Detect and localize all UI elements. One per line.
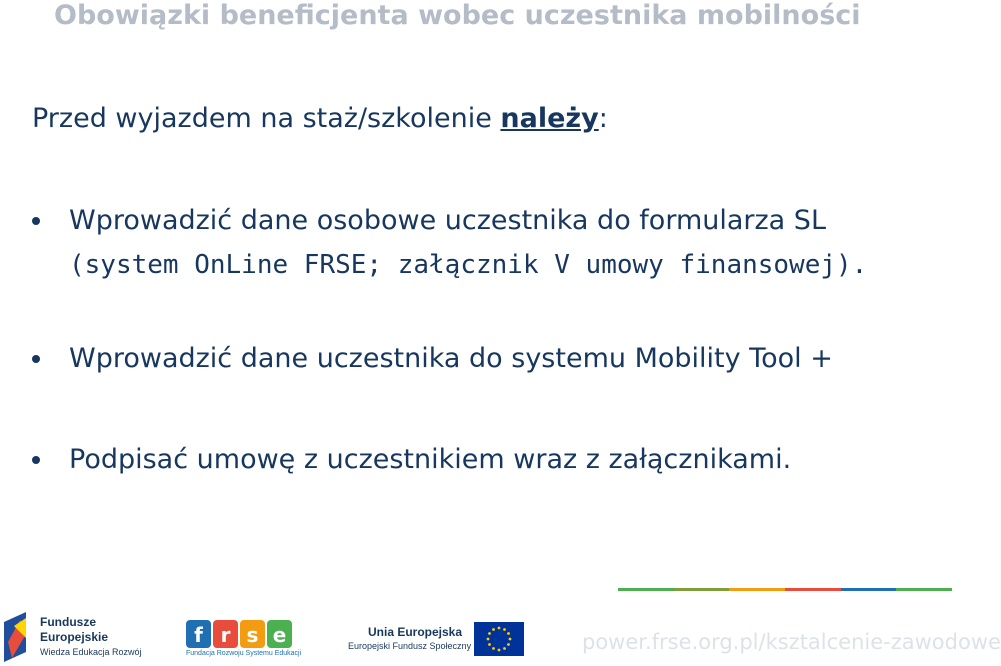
ue-line-2: Europejski Fundusz Społeczny — [348, 641, 472, 651]
bullet-1-line-1: Wprowadzić dane osobowe uczestnika do formularza SL — [69, 205, 826, 236]
svg-text:s: s — [246, 623, 259, 647]
footer — [0, 604, 1001, 666]
bullet-3-text: Podpisać umowę z uczestnikiem wraz z załącznikami. — [69, 444, 792, 475]
unia-europejska-logo — [346, 622, 526, 660]
eu-flag-icon — [474, 622, 524, 656]
fe-line-3: Wiedza Edukacja Rozwój — [40, 647, 142, 657]
fe-mark-icon — [4, 612, 34, 662]
frse-mark-icon — [186, 616, 298, 650]
intro-text — [32, 103, 932, 134]
ue-line-1: Unia Europejska — [368, 625, 463, 639]
fe-line-2: Europejskie — [40, 630, 109, 644]
intro-emphasis: należy — [500, 103, 599, 134]
intro-suffix: : — [598, 103, 608, 134]
bullet-dot-icon — [32, 217, 40, 225]
frse-subtitle: Fundacja Rozwoju Systemu Edukacji — [186, 650, 302, 657]
bullet-dot-icon — [32, 355, 40, 363]
fe-line-1: Fundusze — [40, 615, 96, 629]
bullet-1-line-2: (system OnLine FRSE; załącznik V umowy finansowej). — [69, 250, 868, 280]
frse-logo — [186, 616, 302, 662]
intro-prefix: Przed wyjazdem na staż/szkolenie — [32, 103, 501, 134]
svg-text:r: r — [220, 623, 231, 647]
color-divider — [618, 588, 952, 591]
bullet-dot-icon — [32, 456, 40, 464]
svg-text:e: e — [272, 623, 287, 647]
fundusze-europejskie-logo — [4, 612, 164, 662]
page-title: Obowiązki beneficjenta wobec uczestnika mobilności — [54, 0, 861, 31]
bullet-2-text: Wprowadzić dane uczestnika do systemu Mobility Tool + — [69, 343, 833, 374]
footer-url[interactable]: power.frse.org.pl/ksztalcenie-zawodowe — [582, 630, 1001, 654]
svg-text:f: f — [194, 623, 203, 647]
